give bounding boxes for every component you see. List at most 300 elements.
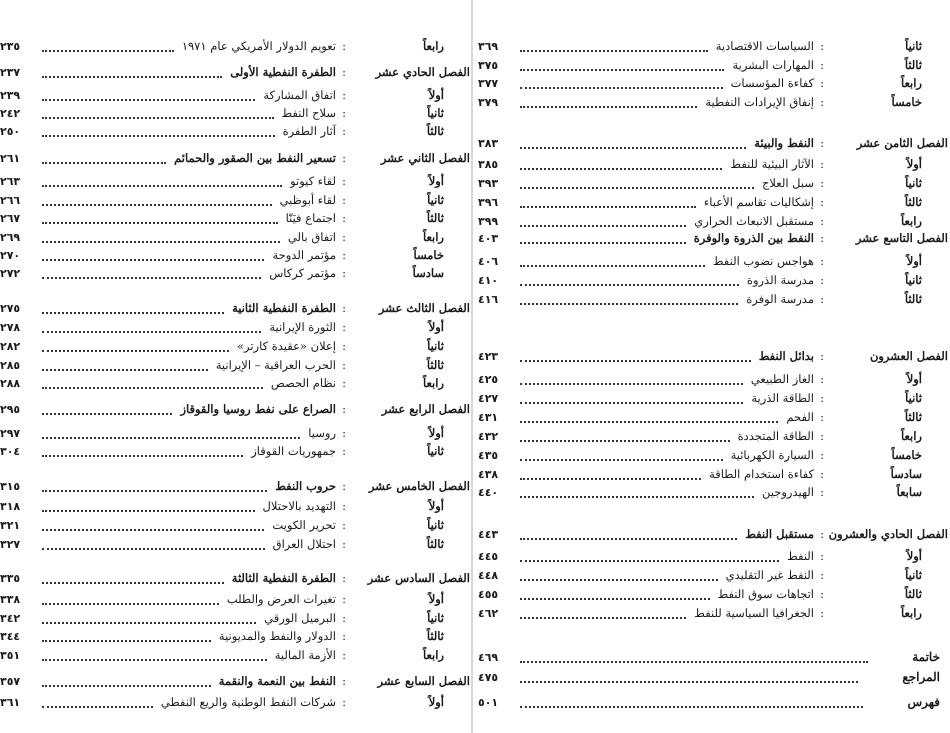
toc-entry — [0, 693, 470, 712]
dot-leader — [520, 496, 754, 498]
entry-title: تغيرات العرض والطلب — [226, 592, 336, 606]
toc-chapter-entry — [0, 63, 470, 82]
dot-leader — [520, 421, 778, 423]
entry-label: ثالثاً — [904, 292, 922, 306]
dot-leader — [520, 579, 718, 581]
label-separator: : — [342, 88, 346, 102]
toc-chapter-entry — [0, 477, 470, 496]
dot-leader — [42, 455, 243, 457]
entry-title: التهديد بالاحتلال — [262, 499, 336, 513]
label-separator: : — [342, 106, 346, 120]
toc-entry — [0, 209, 470, 228]
entry-label: ثالثاً — [426, 537, 444, 551]
label-separator: : — [342, 211, 346, 225]
dot-leader — [42, 99, 255, 101]
dot-leader — [42, 76, 222, 78]
page-number: ٤٤٠ — [478, 486, 499, 499]
entry-label: أولاً — [428, 320, 444, 334]
entry-label: خاتمة — [912, 650, 940, 664]
label-separator: : — [820, 76, 824, 90]
page-number: ٢٩٧ — [0, 427, 21, 440]
entry-title: الهيدروجين — [762, 485, 814, 499]
dot-leader — [520, 560, 779, 562]
toc-entry — [478, 585, 948, 604]
entry-title: جمهوريات القوقاز — [251, 444, 336, 458]
page-number: ٤١٦ — [478, 293, 499, 306]
label-separator: : — [342, 479, 346, 493]
entry-label: أولاً — [428, 426, 444, 440]
entry-label: أولاً — [906, 157, 922, 171]
chapter-label: الفصل الحادي والعشرون — [828, 527, 948, 541]
toc-entry — [478, 271, 948, 290]
page-number: ٤٢٧ — [478, 392, 499, 405]
page-number: ٣٩٩ — [478, 215, 499, 228]
label-separator: : — [820, 231, 824, 245]
chapter-title: الطفرة النفطية الأولى — [230, 65, 336, 79]
label-separator: : — [342, 499, 346, 513]
page-number: ٢٦٧ — [0, 212, 21, 225]
dot-leader — [520, 617, 686, 619]
entry-label: أولاً — [428, 88, 444, 102]
label-separator: : — [342, 339, 346, 353]
page-number: ٣٣٨ — [0, 593, 21, 606]
entry-title: اتجاهات سوق النفط — [717, 587, 814, 601]
page-number: ٤٧٥ — [478, 671, 499, 684]
entry-title: مستقبل الانبعاث الحراري — [694, 214, 814, 228]
entry-label: رابعاً — [900, 606, 922, 620]
entry-label: أولاً — [428, 592, 444, 606]
toc-entry — [478, 446, 948, 465]
page-number: ٢٧٠ — [0, 249, 21, 262]
label-separator: : — [820, 448, 824, 462]
entry-title: الطاقة الذرية — [751, 391, 814, 405]
label-separator: : — [820, 214, 824, 228]
page-number: ٣٦٩ — [478, 40, 499, 53]
entry-title: النفط غير التقليدي — [725, 568, 814, 582]
dot-leader — [520, 187, 754, 189]
dot-leader — [42, 622, 256, 624]
label-separator: : — [820, 467, 824, 481]
page-number: ٢٧٥ — [0, 302, 21, 315]
dot-leader — [42, 603, 219, 605]
entry-label: رابعاً — [422, 230, 444, 244]
toc-entry — [478, 174, 948, 193]
dot-leader — [520, 459, 723, 461]
dot-leader — [42, 659, 267, 661]
page-number: ٣٧٥ — [478, 59, 499, 72]
dot-leader — [42, 350, 229, 352]
label-separator: : — [820, 157, 824, 171]
chapter-title: النفط بين الذروة والوفرة — [693, 231, 814, 245]
toc-entry — [0, 104, 470, 123]
page-number: ٤٥٥ — [478, 588, 499, 601]
label-separator: : — [820, 349, 824, 363]
entry-title: نظام الحصص — [270, 376, 336, 390]
toc-entry — [478, 56, 948, 75]
entry-label: ثالثاً — [426, 358, 444, 372]
dot-leader — [520, 225, 686, 227]
dot-leader — [520, 242, 686, 244]
toc-entry — [0, 86, 470, 105]
dot-leader — [42, 582, 224, 584]
label-separator: : — [820, 273, 824, 287]
dot-leader — [520, 661, 868, 663]
entry-title: اتفاق بالي — [287, 230, 336, 244]
label-separator: : — [342, 248, 346, 262]
entry-label: أولاً — [428, 174, 444, 188]
chapter-label: الفصل الحادي عشر — [375, 65, 470, 79]
entry-label: خامساً — [413, 248, 444, 262]
page-number: ٤٤٨ — [478, 569, 499, 582]
toc-entry — [0, 246, 470, 265]
chapter-title: النفط بين النعمة والنقمة — [218, 674, 336, 688]
entry-label: أولاً — [428, 499, 444, 513]
page-gutter — [471, 0, 473, 733]
page-number: ٤٤٥ — [478, 550, 499, 563]
entry-title: سبل العلاج — [761, 176, 814, 190]
entry-title: السيارة الكهربائية — [730, 448, 814, 462]
page-number: ٣٦١ — [0, 696, 21, 709]
entry-label: ثانياً — [905, 176, 922, 190]
label-separator: : — [342, 376, 346, 390]
entry-label: ثالثاً — [904, 58, 922, 72]
entry-label: ثانياً — [427, 106, 444, 120]
toc-endmatter-entry — [478, 648, 948, 667]
toc-entry — [478, 566, 948, 585]
dot-leader — [42, 331, 261, 333]
toc-endmatter-entry — [478, 693, 948, 712]
entry-label: ثانياً — [427, 444, 444, 458]
toc-entry — [478, 389, 948, 408]
entry-label: ثانياً — [427, 611, 444, 625]
entry-label: خامساً — [891, 448, 922, 462]
toc-entry — [478, 547, 948, 566]
label-separator: : — [342, 402, 346, 416]
entry-title: المهارات البشرية — [732, 58, 814, 72]
entry-title: مؤتمر الدوحة — [272, 248, 336, 262]
label-separator: : — [820, 485, 824, 499]
toc-chapter-entry — [0, 149, 470, 168]
dot-leader — [42, 706, 153, 708]
dot-leader — [42, 259, 264, 261]
dot-leader — [520, 706, 863, 708]
dot-leader — [520, 265, 705, 267]
dot-leader — [520, 50, 708, 52]
entry-title: الغاز الطبيعي — [750, 372, 814, 386]
label-separator: : — [342, 611, 346, 625]
entry-title: كفاءة استخدام الطاقة — [709, 467, 814, 481]
entry-label: رابعاً — [900, 76, 922, 90]
toc-endmatter-entry — [478, 668, 948, 687]
dot-leader — [42, 241, 280, 243]
entry-label: أولاً — [906, 372, 922, 386]
toc-entry — [478, 370, 948, 389]
entry-label: المراجع — [902, 670, 940, 684]
entry-title: لقاء أبوظبي — [279, 193, 336, 207]
page-number: ٣٢٧ — [0, 538, 21, 551]
entry-title: النفط — [787, 549, 814, 563]
page-number: ٣٨٥ — [478, 158, 499, 171]
page-number: ٤٣٨ — [478, 468, 499, 481]
toc-entry — [0, 356, 470, 375]
entry-title: احتلال العراق — [272, 537, 336, 551]
label-separator: : — [820, 587, 824, 601]
page-number: ٣٩٦ — [478, 196, 499, 209]
entry-title: تعويم الدولار الأمريكي عام ١٩٧١ — [181, 39, 336, 53]
dot-leader — [42, 387, 263, 389]
page-number: ٢٦٩ — [0, 231, 21, 244]
dot-leader — [520, 681, 858, 683]
toc-entry — [0, 535, 470, 554]
toc-entry — [478, 93, 948, 112]
entry-title: شركات النفط الوطنية والريع النفطي — [160, 695, 336, 709]
entry-title: اتفاق المشاركة — [263, 88, 336, 102]
label-separator: : — [820, 410, 824, 424]
page-number: ٤١٠ — [478, 274, 499, 287]
toc-entry — [0, 590, 470, 609]
entry-title: البرميل الورقي — [264, 611, 336, 625]
chapter-label: الفصل السابع عشر — [377, 674, 470, 688]
entry-title: آثار الطفرة — [282, 124, 336, 138]
label-separator: : — [342, 518, 346, 532]
toc-entry — [478, 483, 948, 502]
entry-title: مؤتمر كركاس — [269, 266, 336, 280]
label-separator: : — [342, 695, 346, 709]
toc-entry — [478, 465, 948, 484]
label-separator: : — [820, 549, 824, 563]
label-separator: : — [342, 674, 346, 688]
dot-leader — [520, 538, 737, 540]
page-number: ٢٨٢ — [0, 340, 21, 353]
entry-label: ثانياً — [905, 39, 922, 53]
label-separator: : — [342, 648, 346, 662]
label-separator: : — [820, 606, 824, 620]
entry-title: اجتماع فيَنّا — [285, 211, 336, 225]
page-number: ٢٧٢ — [0, 267, 21, 280]
entry-title: الأزمة المالية — [274, 648, 336, 662]
entry-label: رابعاً — [422, 376, 444, 390]
entry-title: كفاءة المؤسسات — [730, 76, 814, 90]
chapter-title: الصراع على نفط روسيا والقوقاز — [180, 402, 336, 416]
toc-chapter-entry — [0, 569, 470, 588]
toc-entry — [0, 337, 470, 356]
entry-label: ثالثاً — [426, 629, 444, 643]
toc-entry — [0, 374, 470, 393]
dot-leader — [520, 360, 751, 362]
label-separator: : — [342, 266, 346, 280]
dot-leader — [520, 383, 743, 385]
entry-title: الفحم — [786, 410, 814, 424]
dot-leader — [42, 510, 255, 512]
toc-entry — [0, 497, 470, 516]
toc-entry — [0, 646, 470, 665]
page-number: ٢٧٨ — [0, 321, 21, 334]
label-separator: : — [820, 195, 824, 209]
page-number: ٣٥٧ — [0, 675, 21, 688]
label-separator: : — [342, 358, 346, 372]
entry-label: ثانياً — [905, 568, 922, 582]
label-separator: : — [820, 568, 824, 582]
page-number: ٢٨٨ — [0, 377, 21, 390]
dot-leader — [42, 437, 300, 439]
label-separator: : — [820, 58, 824, 72]
dot-leader — [520, 69, 724, 71]
entry-label: سابعاً — [896, 485, 922, 499]
page-number: ٣٤٤ — [0, 630, 21, 643]
dot-leader — [520, 402, 743, 404]
entry-title: الآثار البيئية للنفط — [730, 157, 814, 171]
label-separator: : — [820, 254, 824, 268]
toc-entry — [478, 604, 948, 623]
label-separator: : — [342, 39, 346, 53]
entry-label: ثانياً — [427, 193, 444, 207]
dot-leader — [520, 598, 710, 600]
page-number: ٤٢٥ — [478, 373, 499, 386]
page-number: ٢٩٥ — [0, 403, 21, 416]
chapter-label: الفصل السادس عشر — [367, 571, 470, 585]
dot-leader — [520, 440, 730, 442]
toc-entry — [478, 408, 948, 427]
chapter-label: الفصل الثاني عشر — [380, 151, 470, 165]
chapter-label: الفصل الثالث عشر — [378, 301, 470, 315]
chapter-label: الفصل العشرون — [869, 349, 948, 363]
entry-title: مدرسة الوفرة — [746, 292, 814, 306]
entry-title: تحرير الكويت — [272, 518, 336, 532]
label-separator: : — [342, 124, 346, 138]
label-separator: : — [342, 571, 346, 585]
toc-entry — [478, 155, 948, 174]
chapter-label: الفصل الخامس عشر — [368, 479, 470, 493]
entry-label: رابعاً — [900, 214, 922, 228]
toc-entry — [0, 424, 470, 443]
chapter-label: الفصل الرابع عشر — [381, 402, 470, 416]
dot-leader — [520, 478, 701, 480]
label-separator: : — [342, 444, 346, 458]
page-number: ٣٢١ — [0, 519, 21, 532]
label-separator: : — [820, 176, 824, 190]
page-number: ٤٠٣ — [478, 232, 499, 245]
toc-chapter-entry — [0, 400, 470, 419]
chapter-title: الطفرة النفطية الثالثة — [231, 571, 336, 585]
page-number: ٤٦٩ — [478, 651, 499, 664]
page-number: ٥٠١ — [478, 696, 499, 709]
chapter-title: الطفرة النفطية الثانية — [232, 301, 336, 315]
entry-title: سلاح النفط — [281, 106, 336, 120]
entry-label: أولاً — [906, 549, 922, 563]
dot-leader — [520, 206, 696, 208]
label-separator: : — [820, 292, 824, 306]
entry-label: رابعاً — [422, 648, 444, 662]
page-number: ٢٣٥ — [0, 40, 21, 53]
entry-title: الثورة الإيرانية — [269, 320, 336, 334]
label-separator: : — [820, 95, 824, 109]
entry-title: إشكاليات تقاسم الأعباء — [703, 195, 814, 209]
label-separator: : — [342, 537, 346, 551]
toc-entry — [0, 172, 470, 191]
chapter-label: الفصل التاسع عشر — [855, 231, 948, 245]
chapter-title: تسعير النفط بين الصقور والحمائم — [174, 151, 336, 165]
toc-chapter-entry — [0, 672, 470, 691]
dot-leader — [42, 222, 278, 224]
entry-label: ثانياً — [905, 391, 922, 405]
page-number: ٢٨٥ — [0, 359, 21, 372]
toc-entry — [478, 37, 948, 56]
entry-label: خامساً — [891, 95, 922, 109]
page-number: ٣٣٥ — [0, 572, 21, 585]
dot-leader — [42, 162, 166, 164]
dot-leader — [42, 640, 211, 642]
dot-leader — [42, 135, 275, 137]
entry-title: روسيا — [308, 426, 336, 440]
dot-leader — [42, 185, 282, 187]
chapter-title: حروب النفط — [275, 479, 336, 493]
toc-entry — [0, 228, 470, 247]
toc-entry — [478, 427, 948, 446]
page-number: ٤٤٣ — [478, 528, 499, 541]
toc-entry — [478, 252, 948, 271]
dot-leader — [42, 50, 174, 52]
entry-label: ثالثاً — [904, 195, 922, 209]
dot-leader — [520, 87, 723, 89]
entry-label: رابعاً — [422, 39, 444, 53]
page-number: ٣٤٢ — [0, 612, 21, 625]
page-number: ٣٧٧ — [478, 77, 499, 90]
entry-label: سادساً — [890, 467, 922, 481]
entry-label: أولاً — [428, 695, 444, 709]
chapter-title: بدائل النفط — [758, 349, 814, 363]
entry-label: رابعاً — [900, 429, 922, 443]
toc-entry — [0, 191, 470, 210]
label-separator: : — [342, 320, 346, 334]
entry-title: هواجس نضوب النفط — [712, 254, 814, 268]
toc-entry — [0, 627, 470, 646]
page-number: ٢٣٩ — [0, 89, 21, 102]
entry-title: مدرسة الذروة — [746, 273, 814, 287]
entry-label: ثانياً — [905, 273, 922, 287]
label-separator: : — [342, 174, 346, 188]
label-separator: : — [820, 429, 824, 443]
dot-leader — [42, 685, 211, 687]
dot-leader — [520, 303, 738, 305]
entry-label: أولاً — [906, 254, 922, 268]
toc-page-left — [0, 0, 470, 733]
label-separator: : — [342, 230, 346, 244]
label-separator: : — [342, 301, 346, 315]
entry-label: فهرس — [907, 695, 940, 709]
entry-label: ثانياً — [427, 518, 444, 532]
entry-label: سادساً — [412, 266, 444, 280]
page-number: ٤٢٣ — [478, 350, 499, 363]
dot-leader — [42, 312, 224, 314]
dot-leader — [42, 413, 172, 415]
page-number: ٣٨٣ — [478, 137, 499, 150]
label-separator: : — [820, 527, 824, 541]
label-separator: : — [820, 39, 824, 53]
label-separator: : — [342, 65, 346, 79]
label-separator: : — [342, 151, 346, 165]
entry-label: ثالثاً — [426, 124, 444, 138]
toc-chapter-entry — [478, 347, 948, 366]
dot-leader — [42, 369, 208, 371]
entry-title: الحرب العراقية – الإيرانية — [215, 358, 336, 372]
chapter-title: النفط والبيئة — [754, 136, 814, 150]
dot-leader — [42, 529, 264, 531]
toc-entry — [0, 264, 470, 283]
dot-leader — [42, 117, 274, 119]
page-number: ٤٠٦ — [478, 255, 499, 268]
toc-page-right — [478, 0, 948, 733]
toc-entry — [0, 318, 470, 337]
